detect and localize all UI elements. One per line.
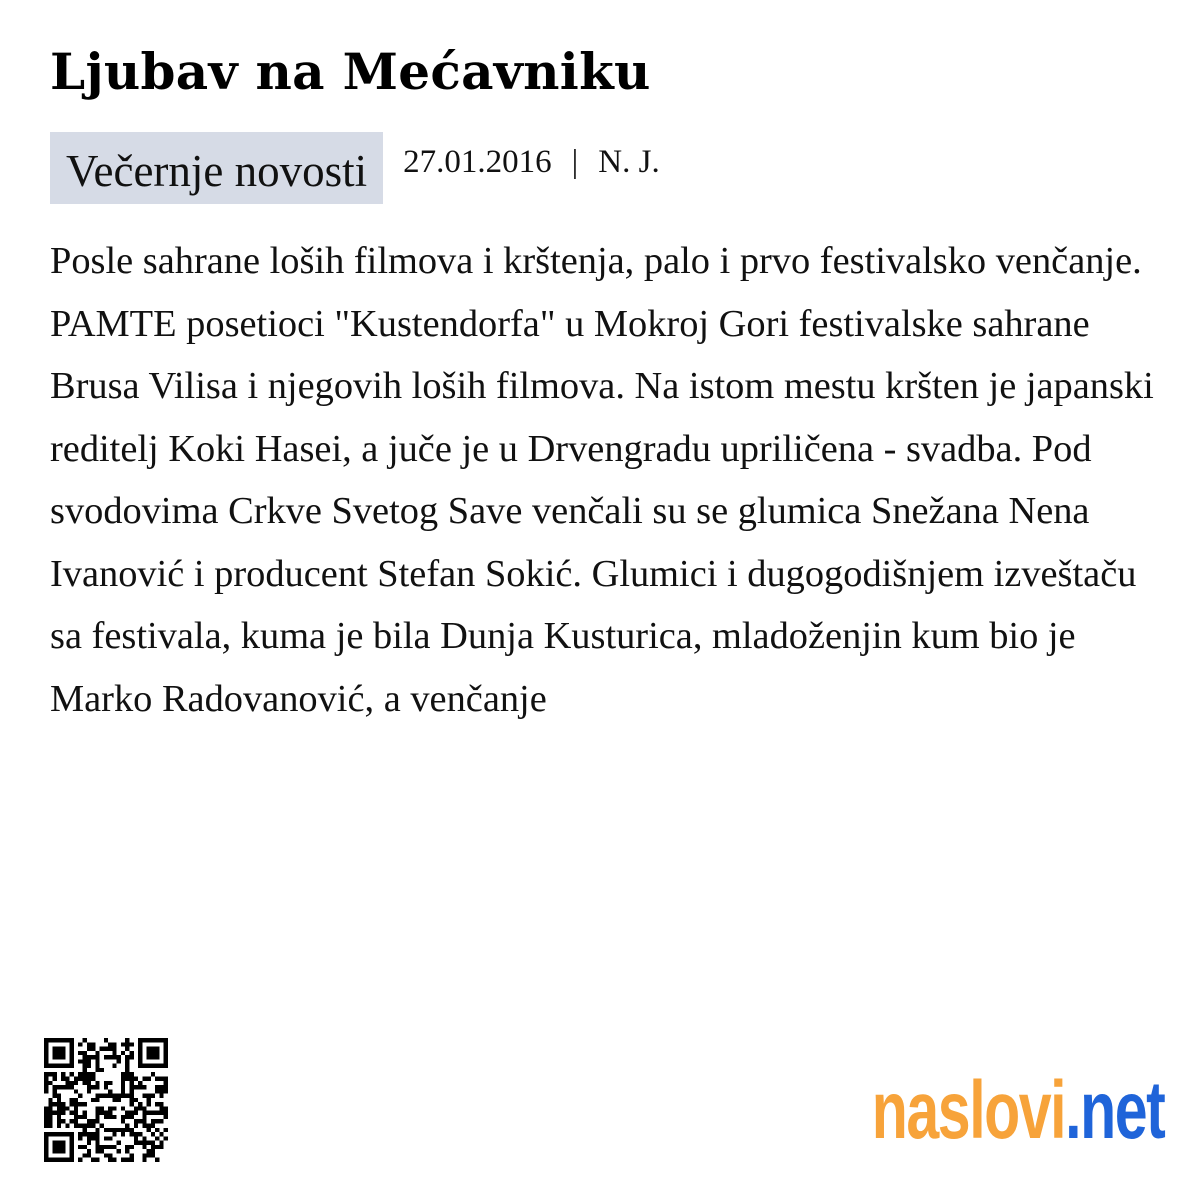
source-badge[interactable]: Večernje novosti — [50, 132, 383, 204]
qr-code-icon — [44, 1038, 168, 1162]
article-meta — [50, 132, 660, 204]
article-meta-info — [403, 144, 660, 181]
article-body: Posle sahrane loših filmova i krštenja, palo i prvo festivalsko venčanje. PAMTE posetioci "Kustendorfa" u Mokroj Gori festivalske sahrane Brusa Vilisa i njegovih loših filmova. Na istom mestu kršten je japanski reditelj Koki Hasei, a juče je u Drvengradu upriličena - svadba. Pod svodovima Crkve Svetog Save venčali su se glumica Snežana Nena Ivanović i producent Stefan Sokić. Glumici i dugogodišnjem izveštaču sa festivala, kuma je bila Dunja Kusturica, mladoženjin kum bio je Marko Radovanović, a venčanje — [50, 230, 1160, 860]
article-date: 27.01.2016 — [403, 143, 552, 180]
article-title: Ljubav na Mećavniku — [50, 42, 651, 101]
logo-text-naslovi: naslovi — [871, 1065, 1065, 1156]
meta-separator: | — [571, 143, 579, 180]
naslovi-logo[interactable] — [871, 1065, 1164, 1156]
logo-text-net: .net — [1064, 1065, 1164, 1156]
article-author: N. J. — [598, 143, 660, 180]
